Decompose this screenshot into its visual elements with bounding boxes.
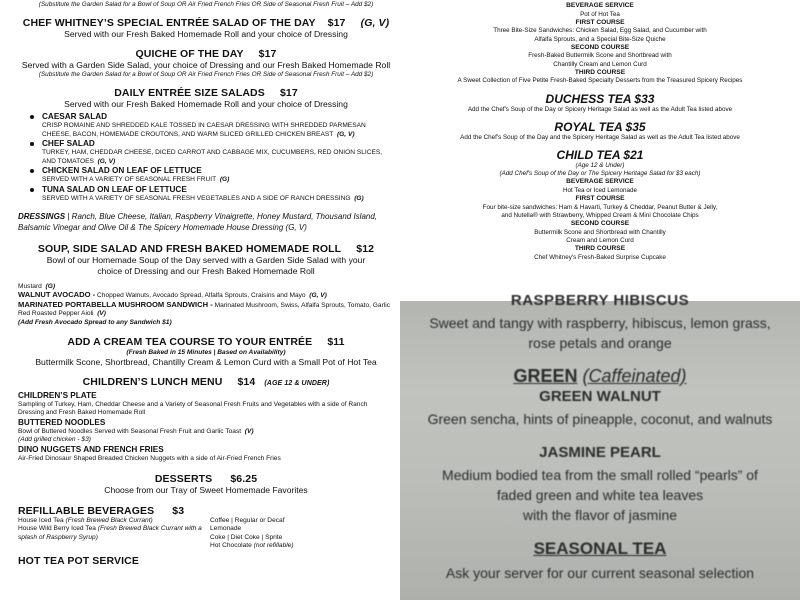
cut-off-heading: RASPBERRY HIBISCUS [510,292,690,309]
noodles-desc: Bowl of Buttered Noodles Served with Seasonal Fresh Fruit and Garlic Toast (V) [18,427,254,435]
first-course-heading: FIRST COURSE [575,18,625,26]
salad-name: CAESAR SALAD [42,112,108,121]
chef-salad-title: CHEF WHITNEY’S SPECIAL ENTRÉE SALAD OF THE DAY [22,17,316,29]
royal-tea-desc: Add the Chef's Soup of the Day and the Spicery Heritage Salad as well as the Adult Tea listed above [460,133,740,141]
dino-name: DINO NUGGETS AND FRENCH FRIES [18,444,164,454]
quiche-note: (Substitute the Garden Salad for a Bowl of Soup OR Air Fried French Fries OR Side of Seasonal Fresh Fruit – Add $2) [38,71,374,78]
first-course-desc: Three Bite-Size Sandwiches: Chicken Salad, Egg Salad, and Cucumber with Alfalfa Sprouts, and a Special Bite-Size Quiche [493,27,707,43]
royal-tea-title: ROYAL TEA $35 [554,119,646,134]
jasmine-desc-3: with the flavor of jasmine [522,507,678,523]
soup-title: SOUP, SIDE SALAD AND FRESH BAKED HOMEMADE ROLL [37,242,342,255]
daily-salads-price: $17 [279,87,298,99]
child-third-heading: THIRD COURSE [574,245,626,253]
green-label: GREEN [513,366,578,386]
list-item: House Wild Berry Iced Tea (Fresh Brewed Black Currant with a splash of Raspberry Syrup) [18,525,202,541]
third-course-heading: THIRD COURSE [574,68,626,76]
mustard-line: Mustard (G) [18,282,56,290]
beverages-left-col [18,517,210,551]
daily-salads-title: DAILY ENTRÉE SIZE SALADS [114,87,265,99]
kids-price: $14 [237,375,256,388]
kids-title: CHILDREN’S LUNCH MENU [82,375,223,388]
desserts-price: $6.25 [230,472,258,485]
chef-salad-price: $17 [327,17,346,29]
seasonal-tea-desc: Ask your server for our current seasonal selection [445,565,755,581]
quiche-desc: Served with a Garden Side Salad, your choice of Dressing and our Fresh Baked Homemade Roll [21,60,391,70]
child-bev-text: Hot Tea or Iced Lemonade [562,187,638,194]
green-caffeinated: (Caffeinated) [582,366,687,386]
cream-tea-title: ADD A CREAM TEA COURSE TO YOUR ENTRÉE [67,335,313,348]
desserts-title: DESSERTS [154,472,213,485]
walnut-avocado-item: WALNUT AVOCADO - Chopped Walnuts, Avocado Spread, Alfalfa Sprouts, Craisins and Mayo (G, V) [18,290,327,300]
salad-desc: TURKEY, HAM, CHEDDAR CHEESE, DICED CARROT AND CABBAGE MIX, CUCUMBERS, RED ONION SLICES, AND TOMATOES (G, V) [42,149,383,165]
chef-salad-heading [18,17,394,29]
cream-tea-price: $11 [327,335,345,348]
list-item: Lemonade [210,525,242,533]
quiche-heading [18,48,394,60]
cream-tea-heading [18,336,394,348]
second-course-desc: Fresh-Baked Buttermilk Scone and Shortbread with Chantilly Cream and Lemon Curd [528,52,672,68]
plate-name: CHILDREN’S PLATE [18,390,97,400]
list-item: House Iced Tea (Fresh Brewed Black Currant) [18,516,153,524]
duchess-tea-title: DUCHESS TEA $33 [545,91,655,106]
hibiscus-desc-2: rose petals and orange [528,335,672,351]
salad-name: CHICKEN SALAD ON LEAF OF LETTUCE [42,166,202,176]
salad-name: CHEF SALAD [42,139,95,149]
beverages-title: REFILLABLE BEVERAGES [18,504,155,517]
pot-tea-text: Pot of Hot Tea [580,10,620,18]
jasmine-pearl-title: JASMINE PEARL [539,444,661,461]
bev-service-heading: BEVERAGE SERVICE [566,2,634,9]
list-item [18,112,394,139]
cream-tea-desc: Buttermilk Scone, Shortbread, Chantilly Cream & Lemon Curd with a Small Pot of Hot Tea [35,356,377,367]
green-walnut-desc: Green sencha, hints of pineapple, coconut, and walnuts [427,411,773,427]
plate-desc: Sampling of Turkey, Ham, Cheddar Cheese and a Variety of Seasonal Fresh Fruits and Vegetables with a side of Ranch Dressing and Fresh Baked Homemade Roll [18,400,368,417]
soup-heading [18,243,394,255]
daily-salads-heading [18,87,394,99]
soup-desc: Bowl of our Homemade Soup of the Day served with a Garden Side Salad with your choice of Dressing and our Fresh Baked Homemade Roll [46,254,366,276]
portabella-item: MARINATED PORTABELLA MUSHROOM SANDWICH - Marinated Mushroom, Swiss, Alfalfa Sprouts, Tomato, Garlic Red Roasted Pepper Aioli (V) [18,299,391,318]
child-second-heading: SECOND COURSE [570,220,630,228]
hibiscus-desc-1: Sweet and tangy with raspberry, hibiscus, lemon grass, [429,315,771,331]
jasmine-desc-2: faded green and white tea leaves [496,487,704,503]
seasonal-tea-title: SEASONAL TEA [533,539,667,558]
list-item [18,139,394,166]
second-course-heading: SECOND COURSE [570,43,630,51]
child-first-heading: FIRST COURSE [575,195,625,203]
third-course-desc: A Sweet Collection of Five Petite Fresh-Baked Specialty Desserts from the Treasured Spicery Recipes [457,77,743,85]
noodles-add: (Add grilled chicken - $3) [18,436,91,444]
chef-salad-desc: Served with our Fresh Baked Homemade Roll and your choice of Dressing [64,29,348,39]
avocado-note: (Add Fresh Avocado Spread to any Sandwich $1) [18,318,172,326]
salad-desc: CRISP ROMAINE AND SHREDDED KALE TOSSED IN CAESAR DRESSING WITH SHREDDED PARMESAN CHEESE, BACON, HOMEMADE CROUTONS, AND WARM SLICED GRILLED CHICKEN BREAST (G, V) [42,122,366,138]
child-tea-addon: (Add Chef's Soup of the Day or The Spicery Heritage Salad for $3 each) [499,170,701,178]
quiche-price: $17 [258,48,277,60]
photo-text [400,291,800,583]
kids-heading [18,376,394,388]
chef-salad-tag: (G, V) [360,17,390,29]
list-item [18,185,394,204]
daily-salads-desc: Served with our Fresh Baked Homemade Roll and your choice of Dressing [64,99,348,109]
desserts-desc: Choose from our Tray of Sweet Homemade Favorites [104,484,308,495]
beverages-price: $3 [172,504,185,517]
hot-tea-heading: HOT TEA POT SERVICE [18,554,139,567]
list-item: Coffee | Regular or Decaf [210,516,285,524]
duchess-tea-desc: Add the Chef's Soup of the Day or Spicery Heritage Salad as well as the Adult Tea listed above [467,105,733,113]
salad-substitute-note: (Substitute the Garden Salad for a Bowl of Soup OR Air Fried French Fries OR Side of Seasonal Fresh Fruit – Add $2) [38,1,374,8]
cream-tea-note: (Fresh Baked in 15 Minutes | Based on Availability) [126,348,286,356]
dressings-text: | Ranch, Blue Cheese, Italian, Raspberry Vinaigrette, Honey Mustard, Thousand Island, Balsamic Vinegar and Olive Oil & The Spicery Homemade House Dressing (G, V) [18,211,378,232]
child-second-desc: Buttermilk Scone and Shortbread with Chantilly Cream and Lemon Curd [534,228,666,244]
kids-note: (AGE 12 & UNDER) [264,379,330,387]
salad-list [18,112,394,204]
quiche-title: QUICHE OF THE DAY [135,48,244,60]
beverages-right-col [210,517,294,551]
jasmine-desc-1: Medium bodied tea from the small rolled “pearls” of [442,467,758,483]
salad-desc: SERVED WITH A VARIETY OF SEASONAL FRESH VEGETABLES AND A SIDE OF RANCH DRESSING (G) [42,194,364,202]
dressings-label: DRESSINGS [18,211,66,221]
noodles-name: BUTTERED NOODLES [18,417,106,427]
desserts-heading [18,473,394,485]
green-walnut-title: GREEN WALNUT [539,388,661,405]
child-tea-title: CHILD TEA $21 [556,148,644,162]
child-tea-age: (Age 12 & Under) [575,162,625,169]
list-item [18,166,394,185]
list-item: Coke | Diet Coke | Sprite [210,533,283,541]
dressings-line [18,211,394,233]
salad-name: TUNA SALAD ON LEAF OF LETTUCE [42,184,187,194]
beverages-heading [18,505,394,517]
soup-price: $12 [356,242,375,255]
salad-desc: SERVED WITH A VARIETY OF SEASONAL FRESH FRUIT (G) [42,176,230,184]
tea-menu-page [400,0,800,303]
child-first-desc: Four bite-size sandwiches: Ham & Havarti, Turkey & Cheddar, Peanut Butter & Jelly, and Nutella® with Strawberry, Whipped Cream & Mini Chocolate Chips [482,203,718,219]
green-heading [400,365,800,387]
tea-menu-photo [400,292,800,600]
child-bev-heading: BEVERAGE SERVICE [566,178,634,186]
list-item: Hot Chocolate (not refillable) [210,542,294,550]
beverages-columns [18,517,394,551]
dino-desc: Air-Fried Dinosaur Shaped Breaded Chicken Nuggets with a side of Air-Fried French Fries [18,454,281,462]
child-third-desc: Chef Whitney's Fresh-Baked Surprise Cupcake [534,253,666,261]
